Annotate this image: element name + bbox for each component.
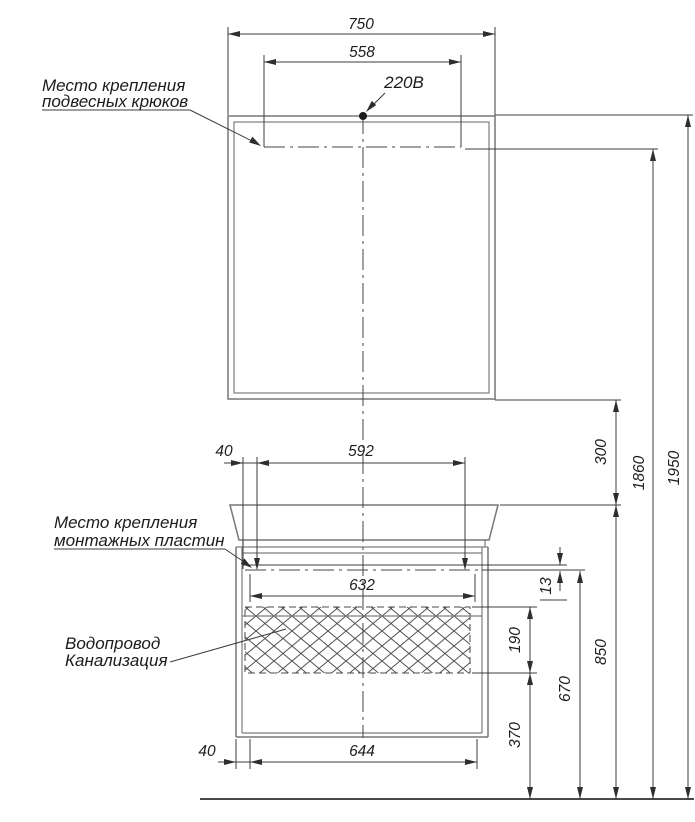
drawing-canvas: [40, 16, 695, 806]
dim-inner-width: 632: [349, 577, 375, 594]
dim-hatch-height: 190: [507, 627, 524, 653]
dim-hooks-height: 1860: [631, 455, 648, 491]
mirror-cabinet-outline: [228, 116, 495, 399]
dim-total-height: 1950: [666, 450, 683, 486]
dim-plate-drop: 13: [538, 577, 555, 595]
dim-mirror-to-counter: 300: [593, 439, 610, 465]
outlet-leader-arrow: [366, 101, 376, 112]
dim-hatch-floor: 370: [507, 722, 524, 748]
dim-hooks-span: 558: [349, 44, 375, 61]
dim-plumbing-top: 670: [557, 676, 574, 702]
dimension-arrowheads: [224, 31, 691, 799]
outlet-label: 220В: [384, 73, 424, 92]
dim-bottom-offset: 40: [198, 743, 216, 760]
plumbing-zone-hatch: [242, 607, 482, 673]
plumbing-label-line1: Водопровод: [65, 634, 161, 653]
dim-bottom-width: 644: [349, 743, 375, 760]
plates-label-line2: монтажных пластин: [54, 531, 225, 550]
plumbing-label-line2: Канализация: [65, 651, 168, 670]
installation-drawing: [40, 16, 695, 806]
washbasin-outline: [230, 505, 498, 547]
hooks-label-line1: Место крепления: [42, 76, 186, 95]
leader-lines: [42, 93, 385, 662]
dim-plate-span: 592: [348, 443, 374, 460]
dim-counter-height: 850: [593, 639, 610, 665]
dim-plate-offset: 40: [215, 443, 233, 460]
plates-label-line1: Место крепления: [54, 513, 198, 532]
hooks-label-line2: подвесных крюков: [42, 92, 189, 111]
outlet-point: [359, 112, 367, 120]
hooks-leader: [190, 110, 258, 144]
hooks-leader-arrow: [249, 137, 261, 146]
dim-mirror-width: 750: [348, 16, 374, 33]
